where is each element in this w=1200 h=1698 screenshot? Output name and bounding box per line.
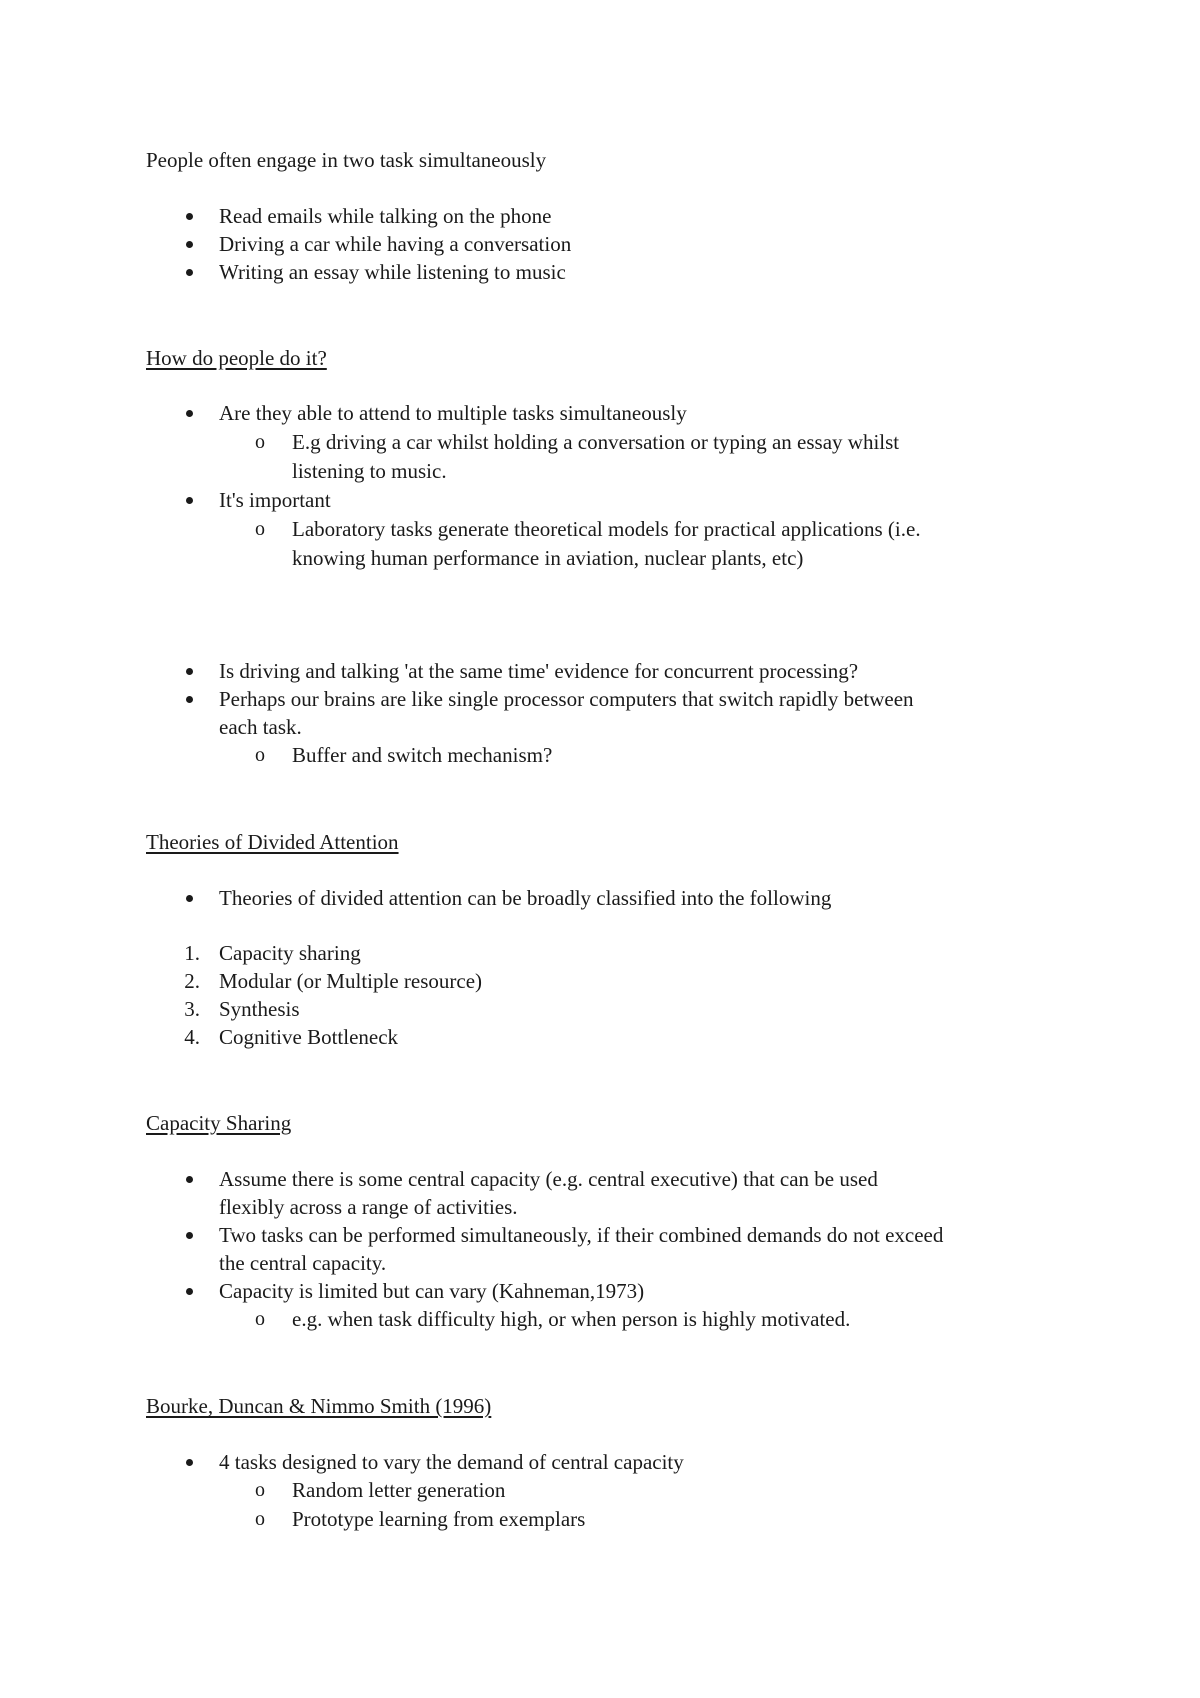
list-number: 1.	[184, 941, 200, 965]
how-bullet: It's important	[219, 488, 331, 512]
list-number: 4.	[184, 1025, 200, 1049]
theories-bullet: Theories of divided attention can be broadly classified into the following	[219, 886, 832, 910]
theory-item: Capacity sharing	[219, 941, 361, 965]
how-bullet: Is driving and talking 'at the same time' evidence for concurrent processing?	[219, 659, 859, 683]
sub-bullet-marker: o	[255, 1508, 265, 1530]
intro-item: Read emails while talking on the phone	[219, 204, 552, 228]
how-sub-bullet-cont: knowing human performance in aviation, nuclear plants, etc)	[292, 546, 804, 570]
sub-bullet-marker: o	[255, 1479, 265, 1501]
capacity-bullet: Capacity is limited but can vary (Kahneman,1973)	[219, 1279, 645, 1303]
how-bullet: Perhaps our brains are like single processor computers that switch rapidly between	[219, 687, 914, 711]
capacity-bullet: Two tasks can be performed simultaneously, if their combined demands do not exceed	[219, 1223, 944, 1247]
bullet-dot	[186, 497, 193, 504]
sub-bullet-marker: o	[255, 431, 265, 453]
how-sub-bullet-cont: listening to music.	[292, 459, 447, 483]
bullet-dot	[186, 269, 193, 276]
bullet-dot	[186, 696, 193, 703]
sub-bullet-marker: o	[255, 518, 265, 540]
bullet-dot	[186, 1288, 193, 1295]
how-sub-bullet: Laboratory tasks generate theoretical models for practical applications (i.e.	[292, 517, 921, 541]
section-heading-how: How do people do it?	[146, 346, 327, 370]
bullet-dot	[186, 1176, 193, 1183]
how-sub-bullet: E.g driving a car whilst holding a conversation or typing an essay whilst	[292, 430, 900, 454]
bullet-dot	[186, 410, 193, 417]
bullet-dot	[186, 1459, 193, 1466]
capacity-sub-bullet: e.g. when task difficulty high, or when person is highly motivated.	[292, 1307, 851, 1331]
bullet-dot	[186, 241, 193, 248]
intro-text: People often engage in two task simultaneously	[146, 148, 547, 172]
capacity-bullet-cont: flexibly across a range of activities.	[219, 1195, 518, 1219]
capacity-bullet-cont: the central capacity.	[219, 1251, 387, 1275]
list-number: 3.	[184, 997, 200, 1021]
how-sub-bullet: Buffer and switch mechanism?	[292, 743, 553, 767]
how-bullet-cont: each task.	[219, 715, 302, 739]
intro-item: Driving a car while having a conversation	[219, 232, 572, 256]
bullet-dot	[186, 895, 193, 902]
theory-item: Synthesis	[219, 997, 300, 1021]
theory-item: Cognitive Bottleneck	[219, 1025, 399, 1049]
bullet-dot	[186, 668, 193, 675]
intro-item: Writing an essay while listening to music	[219, 260, 566, 284]
theory-item: Modular (or Multiple resource)	[219, 969, 483, 993]
section-heading-bourke: Bourke, Duncan & Nimmo Smith (1996)	[146, 1394, 492, 1418]
bourke-sub-bullet: Prototype learning from exemplars	[292, 1507, 586, 1531]
sub-bullet-marker: o	[255, 744, 265, 766]
bullet-dot	[186, 1232, 193, 1239]
list-number: 2.	[184, 969, 200, 993]
section-heading-theories: Theories of Divided Attention	[146, 830, 399, 854]
bullet-dot	[186, 213, 193, 220]
bourke-sub-bullet: Random letter generation	[292, 1478, 506, 1502]
section-heading-capacity: Capacity Sharing	[146, 1111, 292, 1135]
bourke-bullet: 4 tasks designed to vary the demand of central capacity	[219, 1450, 684, 1474]
how-bullet: Are they able to attend to multiple tasks simultaneously	[219, 401, 687, 425]
capacity-bullet: Assume there is some central capacity (e.g. central executive) that can be used	[219, 1167, 878, 1191]
sub-bullet-marker: o	[255, 1308, 265, 1330]
